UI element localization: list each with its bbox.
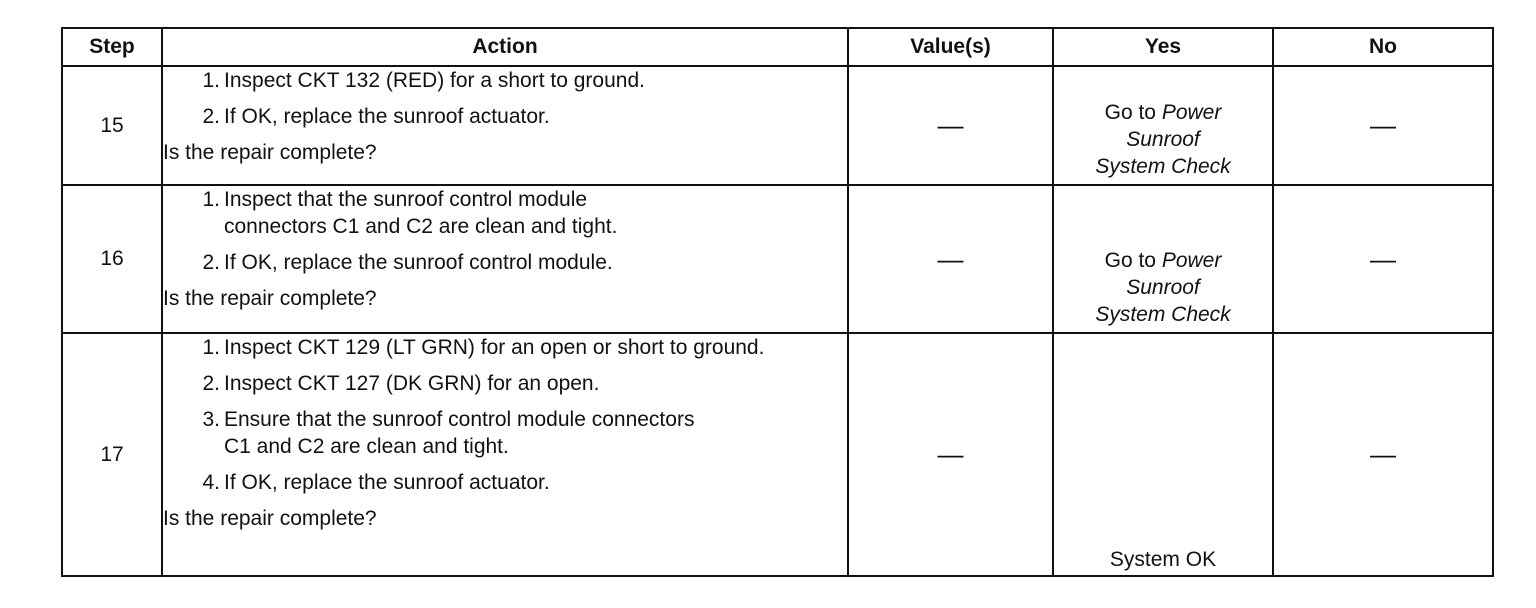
header-action: Action xyxy=(162,28,848,66)
no-cell: — xyxy=(1273,185,1493,333)
action-item xyxy=(163,67,847,94)
action-item-text: Inspect CKT 132 (RED) for a short to ground. xyxy=(224,69,645,92)
action-item-number: 3. xyxy=(202,408,220,431)
action-item xyxy=(163,103,847,130)
yes-line-2: Sunroof xyxy=(1126,128,1200,151)
step-number: 15 xyxy=(62,66,162,185)
action-cell xyxy=(162,185,848,333)
header-yes: Yes xyxy=(1053,28,1273,66)
diagnostic-table xyxy=(61,27,1494,577)
action-item-number: 1. xyxy=(202,336,220,359)
value-cell: — xyxy=(848,185,1053,333)
value-cell: — xyxy=(848,333,1053,576)
action-item-number: 2. xyxy=(202,251,220,274)
action-item-text: If OK, replace the sunroof actuator. xyxy=(224,471,550,494)
action-item-number: 2. xyxy=(202,105,220,128)
table-row xyxy=(62,185,1493,333)
yes-cell: System OK xyxy=(1053,333,1273,576)
step-number: 16 xyxy=(62,185,162,333)
action-item-text: If OK, replace the sunroof actuator. xyxy=(224,105,550,128)
action-item-text: Inspect CKT 127 (DK GRN) for an open. xyxy=(224,372,600,395)
action-item-text: Ensure that the sunroof control module connectors C1 and C2 are clean and tight. xyxy=(224,408,695,458)
action-item-number: 1. xyxy=(202,69,220,92)
yes-line-1 xyxy=(1054,99,1272,126)
no-cell: — xyxy=(1273,66,1493,185)
action-question: Is the repair complete? xyxy=(163,141,377,164)
action-item xyxy=(163,186,847,240)
action-question: Is the repair complete? xyxy=(163,507,377,530)
yes-cell xyxy=(1053,185,1273,333)
yes-line-1 xyxy=(1054,247,1272,274)
action-item xyxy=(163,370,847,397)
action-cell xyxy=(162,333,848,576)
action-item-number: 2. xyxy=(202,372,220,395)
header-row xyxy=(62,28,1493,66)
yes-line-3: System Check xyxy=(1095,155,1231,178)
header-values: Value(s) xyxy=(848,28,1053,66)
action-item xyxy=(163,469,847,496)
table-row xyxy=(62,333,1493,576)
action-item xyxy=(163,406,847,460)
action-item-number: 4. xyxy=(202,471,220,494)
yes-link-word: Power xyxy=(1161,249,1222,272)
no-cell: — xyxy=(1273,333,1493,576)
action-item-number: 1. xyxy=(202,188,220,211)
value-cell: — xyxy=(848,66,1053,185)
yes-line-2: Sunroof xyxy=(1126,276,1200,299)
table-row xyxy=(62,66,1493,185)
yes-link-word: Power xyxy=(1161,101,1222,124)
action-item-text: If OK, replace the sunroof control module. xyxy=(224,251,613,274)
header-no: No xyxy=(1273,28,1493,66)
header-step: Step xyxy=(62,28,162,66)
yes-cell xyxy=(1053,66,1273,185)
action-item-text: Inspect CKT 129 (LT GRN) for an open or short to ground. xyxy=(224,336,765,359)
action-item-text: Inspect that the sunroof control module connectors C1 and C2 are clean and tight. xyxy=(224,188,618,238)
action-question: Is the repair complete? xyxy=(163,287,377,310)
action-cell xyxy=(162,66,848,185)
action-item xyxy=(163,334,847,361)
yes-line-3: System Check xyxy=(1095,303,1231,326)
action-item xyxy=(163,249,847,276)
step-number: 17 xyxy=(62,333,162,576)
yes-prefix: Go to xyxy=(1104,249,1162,272)
yes-prefix: Go to xyxy=(1104,101,1162,124)
